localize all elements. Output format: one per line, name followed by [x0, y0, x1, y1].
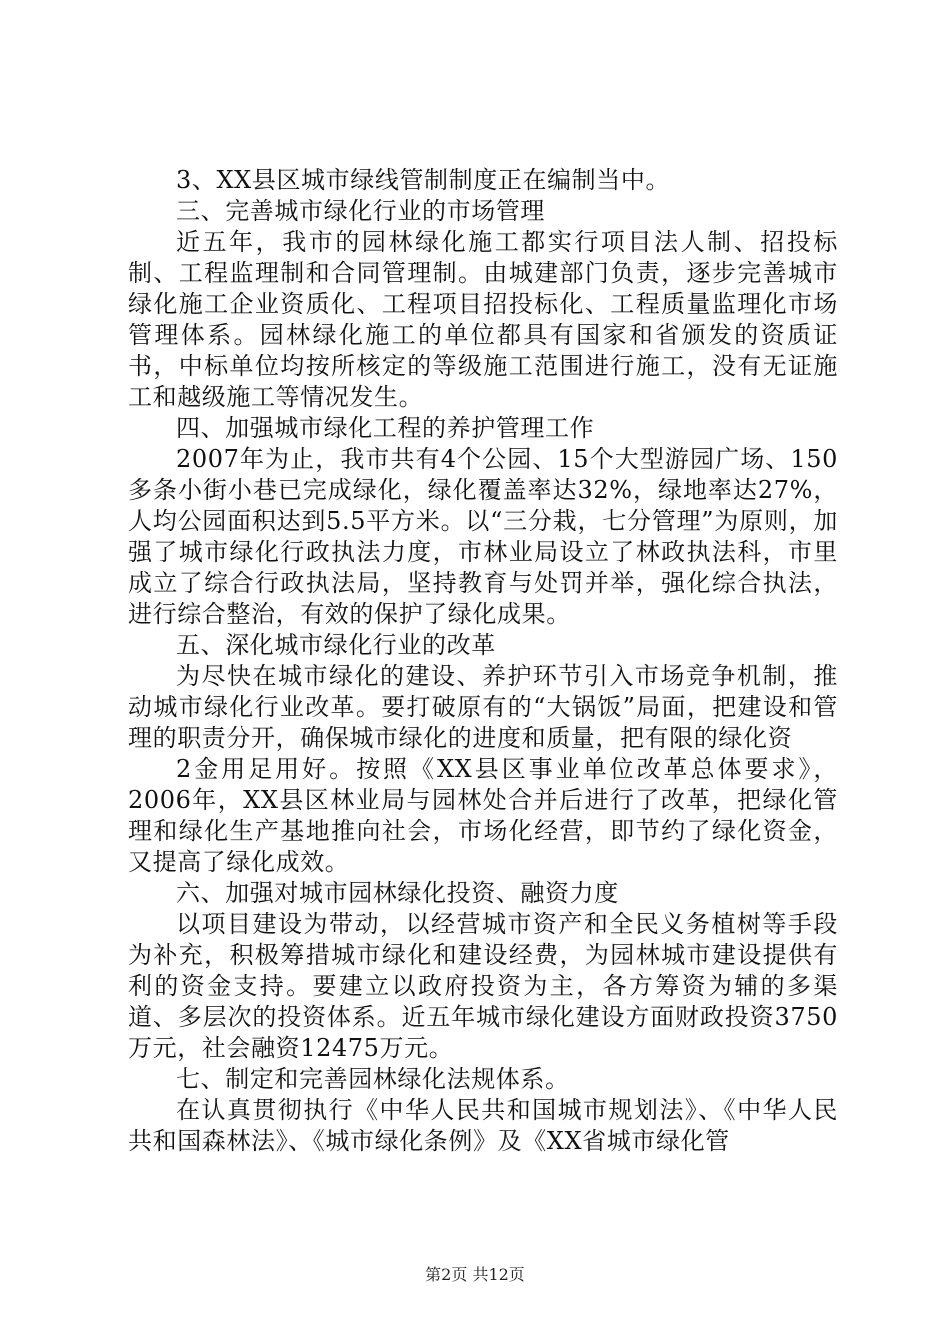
section-heading: 五、深化城市绿化行业的改革	[176, 631, 496, 659]
section-heading: 六、加强对城市园林绿化投资、融资力度	[176, 879, 619, 907]
paragraph: 近五年，我市的园林绿化施工都实行项目法人制、招投标制、工程监理制和合同管理制。由城建部门负责，逐步完善城市绿化施工企业资质化、工程项目招投标化、工程质量监理化市场管理体系。园林绿化施工的单位都具有国家和省颁发的资质证书，中标单位均按所核定的等级施工范围进行施工，没有无证施工和越级施工等情况发生。	[128, 228, 838, 411]
paragraph: 以项目建设为带动，以经营城市资产和全民义务植树等手段为补充，积极筹措城市绿化和建设经费，为园林城市建设提供有利的资金支持。要建立以政府投资为主，各方筹资为辅的多渠道、多层次的投资体系。近五年城市绿化建设方面财政投资3750万元，社会融资12475万元。	[128, 910, 838, 1062]
paragraph: 在认真贯彻执行《中华人民共和国城市规划法》、《中华人民共和国森林法》、《城市绿化条例》及《XX省城市绿化管	[128, 1096, 838, 1155]
paragraph: 为尽快在城市绿化的建设、养护环节引入市场竞争机制，推动城市绿化行业改革。要打破原有的“大锅饭”局面，把建设和管理的职责分开，确保城市绿化的进度和质量，把有限的绿化资	[128, 662, 838, 752]
section-heading: 七、制定和完善园林绿化法规体系。	[176, 1065, 570, 1093]
paragraph: 2金用足用好。按照《XX县区事业单位改革总体要求》，2006年，XX县区林业局与园林处合并后进行了改革，把绿化管理和绿化生产基地推向社会，市场化经营，即节约了绿化资金，又提高了绿化成效。	[128, 755, 838, 876]
paragraph: 2007年为止，我市共有4个公园、15个大型游园广场、150多条小街小巷已完成绿化，绿化覆盖率达32%，绿地率达27%，人均公园面积达到5.5平方米。以“三分栽，七分管理”为原则，加强了城市绿化行政执法力度，市林业局设立了林政执法科，市里成立了综合行政执法局，坚持教育与处罚并举，强化综合执法，进行综合整治，有效的保护了绿化成果。	[128, 445, 838, 628]
section-heading: 四、加强城市绿化工程的养护管理工作	[176, 414, 595, 442]
section-heading: 三、完善城市绿化行业的市场管理	[176, 197, 545, 225]
document-body	[128, 165, 838, 1157]
page-number-footer: 第2页 共12页	[425, 1265, 525, 1284]
paragraph: 3、XX县区城市绿线管制制度正在编制当中。	[176, 166, 671, 194]
